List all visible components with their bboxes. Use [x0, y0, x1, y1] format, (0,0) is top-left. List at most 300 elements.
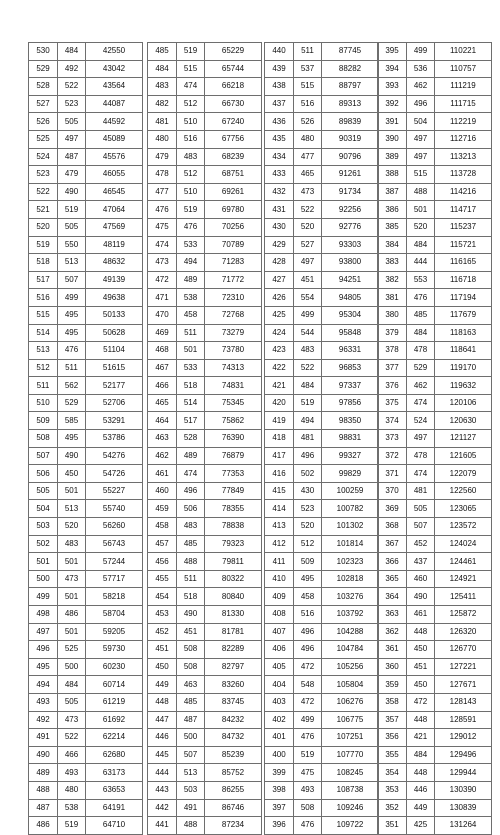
count-cell: 505 — [58, 113, 86, 131]
table-row — [265, 271, 379, 289]
cumulative-cell: 98831 — [322, 430, 379, 448]
cumulative-cell: 119170 — [435, 359, 492, 377]
cumulative-cell: 70256 — [205, 218, 262, 236]
score-cell: 519 — [29, 236, 58, 254]
table-row — [29, 500, 143, 518]
cumulative-cell: 104288 — [322, 623, 379, 641]
table-row — [148, 641, 262, 659]
count-cell: 507 — [177, 746, 205, 764]
count-cell: 522 — [58, 78, 86, 96]
score-cell: 419 — [265, 412, 294, 430]
table-row — [148, 148, 262, 166]
score-cell: 373 — [378, 430, 407, 448]
count-cell: 488 — [407, 183, 435, 201]
count-cell: 516 — [294, 95, 322, 113]
table-row — [29, 254, 143, 272]
count-cell: 523 — [294, 500, 322, 518]
cumulative-cell: 125872 — [435, 606, 492, 624]
table-row — [265, 377, 379, 395]
table-row — [378, 606, 492, 624]
count-cell: 485 — [177, 535, 205, 553]
cumulative-cell: 68751 — [205, 166, 262, 184]
score-cell: 475 — [148, 218, 177, 236]
table-row — [29, 553, 143, 571]
table-row — [29, 183, 143, 201]
cumulative-cell: 126320 — [435, 623, 492, 641]
score-cell: 510 — [29, 394, 58, 412]
table-row — [378, 535, 492, 553]
score-cell: 356 — [378, 729, 407, 747]
count-cell: 501 — [58, 588, 86, 606]
cumulative-cell: 55740 — [86, 500, 143, 518]
cumulative-cell: 101302 — [322, 518, 379, 536]
table-row — [148, 482, 262, 500]
score-cell: 423 — [265, 342, 294, 360]
cumulative-cell: 128591 — [435, 711, 492, 729]
count-cell: 475 — [294, 764, 322, 782]
count-cell: 513 — [58, 254, 86, 272]
cumulative-cell: 108738 — [322, 781, 379, 799]
cumulative-cell: 121127 — [435, 430, 492, 448]
score-cell: 444 — [148, 764, 177, 782]
count-cell: 480 — [294, 130, 322, 148]
count-cell: 499 — [58, 289, 86, 307]
score-cell: 374 — [378, 412, 407, 430]
count-cell: 544 — [294, 324, 322, 342]
count-cell: 510 — [177, 183, 205, 201]
score-cell: 386 — [378, 201, 407, 219]
score-cell: 516 — [29, 289, 58, 307]
count-cell: 495 — [58, 430, 86, 448]
count-cell: 518 — [177, 377, 205, 395]
cumulative-cell: 120106 — [435, 394, 492, 412]
cumulative-cell: 111715 — [435, 95, 492, 113]
score-cell: 513 — [29, 342, 58, 360]
count-cell: 483 — [58, 535, 86, 553]
cumulative-cell: 92776 — [322, 218, 379, 236]
count-cell: 495 — [58, 324, 86, 342]
count-cell: 514 — [177, 394, 205, 412]
cumulative-cell: 53786 — [86, 430, 143, 448]
cumulative-cell: 117194 — [435, 289, 492, 307]
table-row — [378, 60, 492, 78]
table-row — [148, 254, 262, 272]
score-cell: 413 — [265, 518, 294, 536]
score-cell: 454 — [148, 588, 177, 606]
cumulative-cell: 117679 — [435, 306, 492, 324]
count-cell: 450 — [58, 465, 86, 483]
cumulative-cell: 106775 — [322, 711, 379, 729]
score-cell: 506 — [29, 465, 58, 483]
cumulative-cell: 118163 — [435, 324, 492, 342]
score-cell: 367 — [378, 535, 407, 553]
score-cell: 517 — [29, 271, 58, 289]
table-row — [378, 711, 492, 729]
count-cell: 536 — [407, 60, 435, 78]
score-cell: 474 — [148, 236, 177, 254]
table-row — [265, 148, 379, 166]
count-cell: 448 — [407, 623, 435, 641]
count-cell: 562 — [58, 377, 86, 395]
cumulative-cell: 96331 — [322, 342, 379, 360]
cumulative-cell: 59205 — [86, 623, 143, 641]
score-cell: 505 — [29, 482, 58, 500]
table-row — [148, 236, 262, 254]
table-row — [378, 518, 492, 536]
score-cell: 509 — [29, 412, 58, 430]
table-row — [148, 394, 262, 412]
count-cell: 533 — [177, 236, 205, 254]
cumulative-cell: 127221 — [435, 658, 492, 676]
count-cell: 460 — [407, 570, 435, 588]
score-cell: 430 — [265, 218, 294, 236]
count-cell: 585 — [58, 412, 86, 430]
count-cell: 473 — [58, 711, 86, 729]
cumulative-cell: 69780 — [205, 201, 262, 219]
score-cell: 525 — [29, 130, 58, 148]
score-cell: 526 — [29, 113, 58, 131]
cumulative-cell: 44087 — [86, 95, 143, 113]
score-cell: 439 — [265, 60, 294, 78]
table-row — [265, 623, 379, 641]
score-cell: 404 — [265, 676, 294, 694]
table-row — [29, 711, 143, 729]
cumulative-cell: 52177 — [86, 377, 143, 395]
count-cell: 496 — [177, 482, 205, 500]
score-cell: 426 — [265, 289, 294, 307]
cumulative-cell: 131264 — [435, 817, 492, 835]
cumulative-cell: 57244 — [86, 553, 143, 571]
cumulative-cell: 103276 — [322, 588, 379, 606]
count-cell: 517 — [177, 412, 205, 430]
count-cell: 548 — [294, 676, 322, 694]
cumulative-cell: 101814 — [322, 535, 379, 553]
count-cell: 485 — [177, 693, 205, 711]
table-row — [148, 95, 262, 113]
count-cell: 554 — [294, 289, 322, 307]
table-row — [378, 781, 492, 799]
cumulative-cell: 123572 — [435, 518, 492, 536]
count-cell: 425 — [407, 817, 435, 835]
score-cell: 512 — [29, 359, 58, 377]
cumulative-cell: 100259 — [322, 482, 379, 500]
score-cell: 353 — [378, 781, 407, 799]
score-cell: 504 — [29, 500, 58, 518]
count-cell: 474 — [177, 78, 205, 96]
table-row — [148, 500, 262, 518]
score-cell: 453 — [148, 606, 177, 624]
score-cell: 460 — [148, 482, 177, 500]
count-cell: 483 — [177, 148, 205, 166]
cumulative-cell: 95304 — [322, 306, 379, 324]
cumulative-cell: 65744 — [205, 60, 262, 78]
table-row — [265, 289, 379, 307]
cumulative-cell: 93800 — [322, 254, 379, 272]
count-cell: 497 — [58, 130, 86, 148]
table-row — [378, 95, 492, 113]
table-row — [378, 43, 492, 61]
table-row — [265, 95, 379, 113]
score-cell: 508 — [29, 430, 58, 448]
score-cell: 449 — [148, 676, 177, 694]
score-cell: 465 — [148, 394, 177, 412]
cumulative-cell: 53291 — [86, 412, 143, 430]
cumulative-cell: 91261 — [322, 166, 379, 184]
cumulative-cell: 102818 — [322, 570, 379, 588]
cumulative-cell: 43564 — [86, 78, 143, 96]
table-row — [148, 166, 262, 184]
cumulative-cell: 73279 — [205, 324, 262, 342]
cumulative-cell: 76879 — [205, 447, 262, 465]
count-cell: 486 — [58, 606, 86, 624]
cumulative-cell: 62680 — [86, 746, 143, 764]
score-cell: 441 — [148, 817, 177, 835]
cumulative-cell: 47064 — [86, 201, 143, 219]
cumulative-cell: 54726 — [86, 465, 143, 483]
score-cell: 391 — [378, 113, 407, 131]
count-cell: 526 — [294, 113, 322, 131]
table-row — [148, 606, 262, 624]
count-cell: 458 — [177, 306, 205, 324]
cumulative-cell: 69261 — [205, 183, 262, 201]
cumulative-cell: 95848 — [322, 324, 379, 342]
cumulative-cell: 128143 — [435, 693, 492, 711]
score-cell: 398 — [265, 781, 294, 799]
score-cell: 515 — [29, 306, 58, 324]
count-cell: 480 — [58, 781, 86, 799]
table-row — [378, 553, 492, 571]
table-row — [29, 130, 143, 148]
count-cell: 529 — [58, 394, 86, 412]
score-cell: 458 — [148, 518, 177, 536]
count-cell: 484 — [58, 43, 86, 61]
table-row — [265, 729, 379, 747]
count-cell: 451 — [407, 658, 435, 676]
score-cell: 482 — [148, 95, 177, 113]
count-cell: 511 — [294, 43, 322, 61]
score-cell: 360 — [378, 658, 407, 676]
table-row — [148, 78, 262, 96]
count-cell: 494 — [177, 254, 205, 272]
count-cell: 485 — [407, 306, 435, 324]
cumulative-cell: 94251 — [322, 271, 379, 289]
count-cell: 522 — [294, 201, 322, 219]
cumulative-cell: 77353 — [205, 465, 262, 483]
count-cell: 448 — [407, 711, 435, 729]
cumulative-cell: 106276 — [322, 693, 379, 711]
cumulative-cell: 89839 — [322, 113, 379, 131]
table-row — [378, 588, 492, 606]
count-cell: 499 — [294, 711, 322, 729]
table-row — [148, 447, 262, 465]
count-cell: 519 — [58, 817, 86, 835]
table-row — [29, 729, 143, 747]
score-cell: 464 — [148, 412, 177, 430]
cumulative-cell: 46545 — [86, 183, 143, 201]
cumulative-cell: 61219 — [86, 693, 143, 711]
count-cell: 444 — [407, 254, 435, 272]
table-row — [148, 746, 262, 764]
cumulative-cell: 87745 — [322, 43, 379, 61]
table-row — [378, 764, 492, 782]
cumulative-cell: 50628 — [86, 324, 143, 342]
table-row — [378, 746, 492, 764]
score-cell: 528 — [29, 78, 58, 96]
score-cell: 495 — [29, 658, 58, 676]
score-cell: 369 — [378, 500, 407, 518]
count-cell: 487 — [58, 148, 86, 166]
cumulative-cell: 86746 — [205, 799, 262, 817]
cumulative-cell: 125411 — [435, 588, 492, 606]
count-cell: 509 — [294, 553, 322, 571]
table-row — [29, 201, 143, 219]
cumulative-cell: 88282 — [322, 60, 379, 78]
cumulative-cell: 97337 — [322, 377, 379, 395]
cumulative-cell: 73780 — [205, 342, 262, 360]
count-cell: 506 — [177, 500, 205, 518]
table-row — [148, 799, 262, 817]
table-row — [265, 535, 379, 553]
cumulative-cell: 60230 — [86, 658, 143, 676]
table-row — [378, 113, 492, 131]
count-cell: 538 — [177, 289, 205, 307]
cumulative-cell: 74831 — [205, 377, 262, 395]
cumulative-cell: 119632 — [435, 377, 492, 395]
score-cell: 418 — [265, 430, 294, 448]
score-cell: 421 — [265, 377, 294, 395]
score-cell: 522 — [29, 183, 58, 201]
table-row — [29, 465, 143, 483]
table-row — [29, 394, 143, 412]
count-cell: 472 — [294, 693, 322, 711]
table-row — [378, 218, 492, 236]
cumulative-cell: 83260 — [205, 676, 262, 694]
count-cell: 515 — [294, 78, 322, 96]
score-cell: 511 — [29, 377, 58, 395]
table-row — [265, 201, 379, 219]
table-row — [265, 218, 379, 236]
table-row — [378, 500, 492, 518]
count-cell: 512 — [177, 166, 205, 184]
cumulative-cell: 114216 — [435, 183, 492, 201]
count-cell: 519 — [177, 201, 205, 219]
count-cell: 497 — [407, 130, 435, 148]
count-cell: 527 — [294, 236, 322, 254]
count-cell: 515 — [407, 166, 435, 184]
score-cell: 473 — [148, 254, 177, 272]
count-cell: 484 — [58, 676, 86, 694]
cumulative-cell: 58704 — [86, 606, 143, 624]
cumulative-cell: 96853 — [322, 359, 379, 377]
table-row — [29, 817, 143, 835]
count-cell: 421 — [407, 729, 435, 747]
table-row — [265, 412, 379, 430]
cumulative-cell: 92256 — [322, 201, 379, 219]
count-cell: 529 — [407, 359, 435, 377]
score-cell: 451 — [148, 641, 177, 659]
count-cell: 508 — [177, 641, 205, 659]
cumulative-cell: 129944 — [435, 764, 492, 782]
count-cell: 484 — [407, 324, 435, 342]
table-row — [29, 412, 143, 430]
score-cell: 351 — [378, 817, 407, 835]
count-cell: 477 — [294, 148, 322, 166]
score-cell: 393 — [378, 78, 407, 96]
count-cell: 512 — [177, 95, 205, 113]
count-cell: 507 — [407, 518, 435, 536]
table-row — [265, 693, 379, 711]
cumulative-cell: 111219 — [435, 78, 492, 96]
table-row — [148, 729, 262, 747]
cumulative-cell: 102323 — [322, 553, 379, 571]
score-cell: 520 — [29, 218, 58, 236]
score-cell: 484 — [148, 60, 177, 78]
table-row — [265, 482, 379, 500]
table-row — [148, 324, 262, 342]
score-cell: 507 — [29, 447, 58, 465]
score-cell: 402 — [265, 711, 294, 729]
score-table-1 — [28, 42, 143, 835]
count-cell: 519 — [58, 201, 86, 219]
cumulative-cell: 51615 — [86, 359, 143, 377]
count-cell: 478 — [407, 342, 435, 360]
cumulative-cell: 89313 — [322, 95, 379, 113]
table-row — [29, 570, 143, 588]
count-cell: 466 — [58, 746, 86, 764]
cumulative-cell: 99327 — [322, 447, 379, 465]
table-row — [29, 95, 143, 113]
count-cell: 474 — [177, 465, 205, 483]
count-cell: 519 — [177, 43, 205, 61]
count-cell: 496 — [407, 95, 435, 113]
score-cell: 492 — [29, 711, 58, 729]
cumulative-cell: 77849 — [205, 482, 262, 500]
table-row — [29, 324, 143, 342]
score-cell: 370 — [378, 482, 407, 500]
count-cell: 458 — [294, 588, 322, 606]
count-cell: 522 — [58, 729, 86, 747]
table-row — [378, 289, 492, 307]
table-row — [148, 183, 262, 201]
score-cell: 500 — [29, 570, 58, 588]
count-cell: 488 — [177, 817, 205, 835]
score-cell: 363 — [378, 606, 407, 624]
cumulative-cell: 82289 — [205, 641, 262, 659]
table-row — [148, 658, 262, 676]
table-row — [148, 518, 262, 536]
table-row — [148, 218, 262, 236]
cumulative-cell: 122560 — [435, 482, 492, 500]
score-cell: 365 — [378, 570, 407, 588]
score-cell: 361 — [378, 641, 407, 659]
cumulative-cell: 90796 — [322, 148, 379, 166]
count-cell: 499 — [294, 306, 322, 324]
cumulative-cell: 118641 — [435, 342, 492, 360]
count-cell: 493 — [58, 764, 86, 782]
table-row — [265, 746, 379, 764]
score-cell: 384 — [378, 236, 407, 254]
count-cell: 472 — [294, 658, 322, 676]
count-cell: 451 — [294, 271, 322, 289]
cumulative-cell: 74313 — [205, 359, 262, 377]
score-cell: 389 — [378, 148, 407, 166]
count-cell: 465 — [294, 166, 322, 184]
table-row — [378, 201, 492, 219]
table-row — [29, 482, 143, 500]
count-cell: 474 — [407, 394, 435, 412]
count-cell: 479 — [58, 166, 86, 184]
table-row — [29, 623, 143, 641]
